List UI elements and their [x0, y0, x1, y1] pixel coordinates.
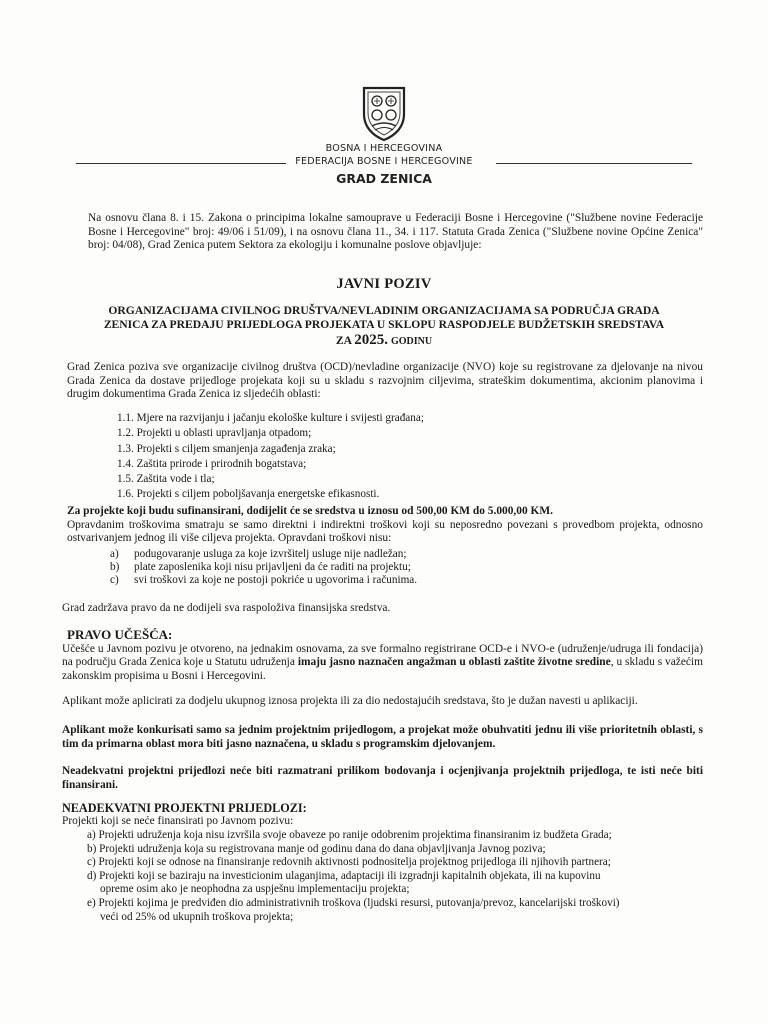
- list-item: c) svi troškovi za koje ne postoji pokriće u ugovorima i računima.: [110, 574, 418, 587]
- subtitle-line-2: ZENICA ZA PREDAJU PRIJEDLOGA PROJEKATA U SKLOPU RASPODJELE BUDŽETSKIH SREDSTAVA: [103, 318, 665, 331]
- participation-paragraph: Učešće u Javnom pozivu je otvoreno, na jednakim osnovama, za sve formalno registrirane OCD-e i NVO-e (udruženje/udruga ili fondacija) na području Grada Zenica koje u Statutu udruženja imaju jasno naznačen angažman u oblasti zaštite životne sredine, u skladu s važećim zakonskim propisima u Bosni i Hercegovini.: [62, 643, 703, 682]
- list-item: opreme osim ako je neophodna za uspješnu implementaciju projekta;: [100, 883, 410, 896]
- header-federation: FEDERACIJA BOSNE I HERCEGOVINE: [295, 156, 473, 167]
- header-country: BOSNA I HERCEGOVINA: [325, 143, 443, 154]
- funding-range: Za projekte koji budu sufinansirani, dodijelit će se sredstva u iznosu od 500,00 KM do 5.000,00 KM.: [67, 505, 553, 517]
- list-item: a) Projekti udruženja koja nisu izvršila svoje obaveze po ranije odobrenim projektima finansiranim iz budžeta Grada;: [87, 829, 612, 841]
- list-item: 1.4. Zaštita prirode i prirodnih bogatstava;: [117, 457, 307, 470]
- list-item: a) podugovaranje usluga za koje izvršitelj usluge nije nadležan;: [110, 548, 407, 560]
- year-suffix: GODINU: [390, 336, 433, 347]
- reserve-note: Grad zadržava pravo da ne dodijeli sva raspoloživa finansijska sredstva.: [62, 602, 391, 614]
- year-value: 2025.: [354, 332, 389, 348]
- list-item: 1.1. Mjere na razvijanju i jačanju ekološke kulture i svijesti građana;: [117, 412, 424, 424]
- inadequate-list: [87, 829, 620, 924]
- list-item: c) Projekti koji se odnose na finansiranje redovnih aktivnosti podnositelja projektnog prijedloga ili njihovih partnera;: [87, 856, 611, 869]
- list-item: b) Projekti udruženja koja su registrovana manje od godinu dana do dana objavljivanja Javnog poziva;: [87, 842, 546, 855]
- subtitle-line-1: ORGANIZACIJAMA CIVILNOG DRUŠTVA/NEVLADINIM ORGANIZACIJAMA SA PODRUČJA GRADA: [108, 304, 660, 317]
- participation-heading: PRAVO UČEŠĆA:: [67, 627, 173, 642]
- list-item: 1.2. Projekti u oblasti upravljanja otpadom;: [117, 427, 312, 440]
- applicant-amount-note: Aplikant može aplicirati za dodjelu ukupnog iznosa projekta ili za dio nedostajućih sredstava, što je dužan navesti u aplikaciji.: [62, 695, 638, 707]
- intro-paragraph: Na osnovu člana 8. i 15. Zakona o principima lokalne samouprave u Federaciji Bosne i Hercegovine ("Službene novine Federacije Bosne i Hercegovine" broj: 49/06 i 51/09), i na osnovu člana 11., 34. i 117. Statuta Grada Zenica ("Službene novine Općine Zenica" broj: 04/08), Grad Zenica putem Sektora za ekologiju i komunalne poslove objavljuje:: [88, 212, 703, 252]
- non-costs-list: [110, 548, 417, 588]
- list-item: veći od 25% od ukupnih troškova projekta;: [100, 910, 294, 923]
- list-item: b) plate zaposlenika koji nisu prijavljeni da će raditi na projektu;: [110, 561, 411, 574]
- header-city: GRAD ZENICA: [336, 171, 432, 186]
- costs-intro: Opravdanim troškovima smatraju se samo direktni i indirektni troškovi koji su neposredno povezani s provedbom projekta, odnosno ostvarivanjem jednog ili više ciljeva projekta. Opravdani troškovi nisu:: [67, 519, 703, 544]
- areas-list: [117, 411, 424, 503]
- list-item: d) Projekti koji se baziraju na investicionim ulaganjima, adaptaciji ili izgradnji kapitalnih objekata, ili na kupovinu: [87, 869, 601, 882]
- invite-paragraph: Grad Zenica poziva sve organizacije civilnog društva (OCD)/nevladine organizacije (NVO) koje su registrovane za djelovanje na nivou Grada Zenica da dostave prijedloge projekata koji su u skladu s razvojnim ciljevima, strateškim dokumentima, akcionim planovima i drugim dokumentima Grada Zenica iz sljedećih oblasti:: [67, 361, 703, 401]
- coat-of-arms-icon: [360, 84, 408, 142]
- inadequate-note: Neadekvatni projektni prijedlozi neće biti razmatrani prilikom bodovanja i ocjenjivanja projektnih prijedloga, te isti neće biti finansirani.: [62, 765, 703, 791]
- inadequate-intro: Projekti koji se neće finansirati po Javnom pozivu:: [62, 815, 294, 827]
- inadequate-heading: NEADEKVATNI PROJEKTNI PRIJEDLOZI:: [62, 801, 307, 815]
- year-prefix: ZA: [335, 334, 352, 347]
- list-item: 1.3. Projekti s ciljem smanjenja zagađenja zraka;: [117, 442, 336, 455]
- document-title: JAVNI POZIV: [336, 276, 432, 292]
- list-item: 1.6. Projekti s ciljem poboljšavanja energetske efikasnosti.: [117, 488, 380, 501]
- list-item: 1.5. Zaštita vode i tla;: [117, 473, 215, 486]
- applicant-one-proposal: Aplikant može konkurisati samo sa jednim projektnim prijedlogom, a projekat može obuhvatiti jednu ili više prioritetnih oblasti, s tim da primarna oblast mora biti jasno naznačena, u skladu s programskim djelovanjem.: [62, 724, 703, 750]
- subtitle-year-line: [0, 332, 768, 349]
- list-item: e) Projekti kojima je predviđen dio administrativnih troškova (ljudski resursi, putovanja/prevoz, kancelarijski troškovi): [87, 896, 620, 909]
